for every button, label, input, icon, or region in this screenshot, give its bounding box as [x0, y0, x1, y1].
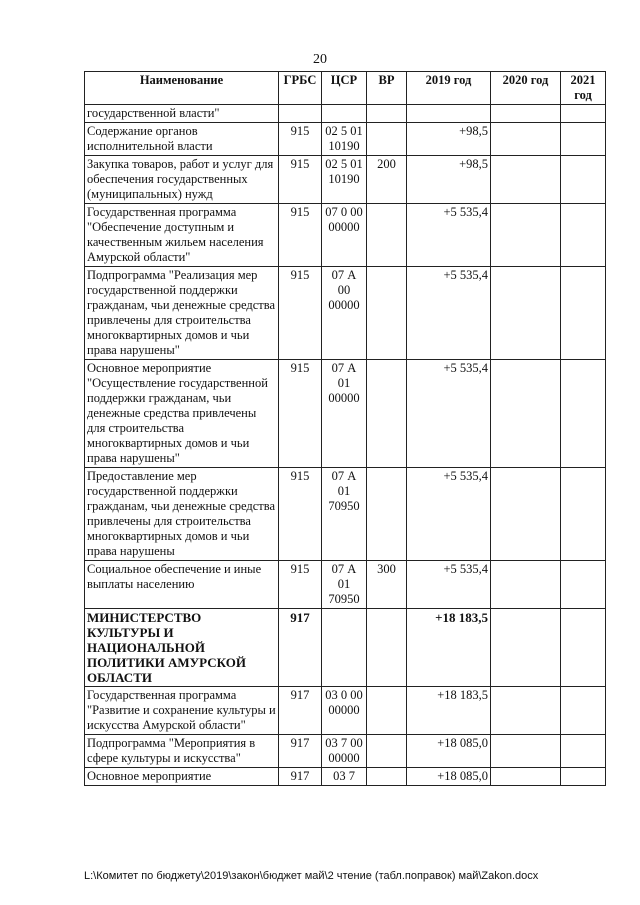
- cell-y2019: +18 085,0: [407, 768, 491, 786]
- cell-y2020: [491, 768, 561, 786]
- cell-name: государственной власти": [85, 105, 279, 123]
- table-row: [85, 561, 606, 609]
- table-row: [85, 105, 606, 123]
- cell-y2020: [491, 609, 561, 687]
- page-number: 20: [313, 52, 327, 67]
- cell-y2021: [561, 105, 606, 123]
- cell-grbs: 917: [279, 768, 322, 786]
- header-vr: ВР: [367, 72, 407, 105]
- cell-vr: [367, 123, 407, 156]
- cell-csr: 02 5 01 10190: [322, 123, 367, 156]
- cell-y2019: +5 535,4: [407, 561, 491, 609]
- cell-y2019: +98,5: [407, 123, 491, 156]
- cell-vr: [367, 468, 407, 561]
- cell-y2020: [491, 360, 561, 468]
- table-row: [85, 156, 606, 204]
- header-csr: ЦСР: [322, 72, 367, 105]
- cell-y2020: [491, 735, 561, 768]
- cell-y2019: +5 535,4: [407, 468, 491, 561]
- cell-y2019: +18 085,0: [407, 735, 491, 768]
- cell-y2019: +5 535,4: [407, 204, 491, 267]
- cell-vr: [367, 267, 407, 360]
- cell-name: Социальное обеспечение и иные выплаты населению: [85, 561, 279, 609]
- cell-y2020: [491, 123, 561, 156]
- cell-csr: 03 7: [322, 768, 367, 786]
- cell-csr: [322, 105, 367, 123]
- cell-grbs: [279, 105, 322, 123]
- table-row: [85, 687, 606, 735]
- cell-vr: [367, 687, 407, 735]
- cell-vr: [367, 609, 407, 687]
- cell-grbs: 917: [279, 687, 322, 735]
- table-row: [85, 609, 606, 687]
- cell-y2021: [561, 123, 606, 156]
- cell-y2021: [561, 735, 606, 768]
- table-row: [85, 360, 606, 468]
- cell-y2020: [491, 687, 561, 735]
- table-row: [85, 768, 606, 786]
- table-row: [85, 267, 606, 360]
- cell-name: Предоставление мер государственной поддержки гражданам, чьи денежные средства привлечены для строительства многоквартирных домов и чьи права нарушены: [85, 468, 279, 561]
- cell-y2019: +18 183,5: [407, 687, 491, 735]
- cell-vr: [367, 735, 407, 768]
- header-2020: 2020 год: [491, 72, 561, 105]
- cell-y2021: [561, 468, 606, 561]
- cell-csr: 07 А 01 70950: [322, 468, 367, 561]
- cell-y2021: [561, 561, 606, 609]
- cell-y2020: [491, 156, 561, 204]
- cell-grbs: 915: [279, 267, 322, 360]
- cell-y2020: [491, 561, 561, 609]
- cell-y2020: [491, 204, 561, 267]
- cell-csr: 07 0 00 00000: [322, 204, 367, 267]
- cell-y2019: +5 535,4: [407, 360, 491, 468]
- cell-csr: 03 0 00 00000: [322, 687, 367, 735]
- cell-name: Государственная программа "Обеспечение доступным и качественным жильем населения Амурской области": [85, 204, 279, 267]
- cell-grbs: 917: [279, 609, 322, 687]
- cell-name: Основное мероприятие "Осуществление государственной поддержки гражданам, чьи денежные средства привлечены для строительства многоквартирных домов и чьи права нарушены": [85, 360, 279, 468]
- cell-y2021: [561, 360, 606, 468]
- cell-y2021: [561, 609, 606, 687]
- cell-grbs: 915: [279, 360, 322, 468]
- cell-csr: 07 А 00 00000: [322, 267, 367, 360]
- cell-grbs: 915: [279, 468, 322, 561]
- cell-vr: 300: [367, 561, 407, 609]
- table-row: [85, 735, 606, 768]
- header-grbs: ГРБС: [279, 72, 322, 105]
- cell-csr: 02 5 01 10190: [322, 156, 367, 204]
- header-2019: 2019 год: [407, 72, 491, 105]
- cell-grbs: 915: [279, 123, 322, 156]
- document-file-path: L:\Комитет по бюджету\2019\закон\бюджет май\2 чтение (табл.поправок) май\Zakon.docx: [84, 870, 539, 882]
- cell-y2019: +98,5: [407, 156, 491, 204]
- cell-y2021: [561, 687, 606, 735]
- cell-name: Закупка товаров, работ и услуг для обеспечения государственных (муниципальных) нужд: [85, 156, 279, 204]
- cell-y2019: +18 183,5: [407, 609, 491, 687]
- table-row: [85, 123, 606, 156]
- cell-name: Государственная программа "Развитие и сохранение культуры и искусства Амурской области": [85, 687, 279, 735]
- cell-vr: [367, 360, 407, 468]
- cell-name: Содержание органов исполнительной власти: [85, 123, 279, 156]
- cell-vr: 200: [367, 156, 407, 204]
- budget-amendments-table: [84, 71, 606, 786]
- cell-name: Подпрограмма "Реализация мер государственной поддержки гражданам, чьи денежные средства привлечены для строительства многоквартирных домов и чьи права нарушены": [85, 267, 279, 360]
- cell-grbs: 915: [279, 156, 322, 204]
- cell-y2021: [561, 204, 606, 267]
- cell-grbs: 917: [279, 735, 322, 768]
- cell-grbs: 915: [279, 561, 322, 609]
- cell-vr: [367, 768, 407, 786]
- cell-name: Подпрограмма "Мероприятия в сфере культуры и искусства": [85, 735, 279, 768]
- table-row: [85, 204, 606, 267]
- cell-vr: [367, 105, 407, 123]
- cell-name: Основное мероприятие: [85, 768, 279, 786]
- cell-grbs: 915: [279, 204, 322, 267]
- header-2021: 2021 год: [561, 72, 606, 105]
- cell-name: МИНИСТЕРСТВО КУЛЬТУРЫ И НАЦИОНАЛЬНОЙ ПОЛИТИКИ АМУРСКОЙ ОБЛАСТИ: [85, 609, 279, 687]
- cell-y2021: [561, 156, 606, 204]
- cell-y2020: [491, 267, 561, 360]
- cell-y2020: [491, 468, 561, 561]
- cell-vr: [367, 204, 407, 267]
- table-header-row: [85, 72, 606, 105]
- cell-y2019: +5 535,4: [407, 267, 491, 360]
- cell-csr: 07 А 01 00000: [322, 360, 367, 468]
- cell-csr: [322, 609, 367, 687]
- cell-csr: 03 7 00 00000: [322, 735, 367, 768]
- cell-y2021: [561, 768, 606, 786]
- cell-y2019: [407, 105, 491, 123]
- cell-y2020: [491, 105, 561, 123]
- cell-csr: 07 А 01 70950: [322, 561, 367, 609]
- table-row: [85, 468, 606, 561]
- header-name: Наименование: [85, 72, 279, 105]
- cell-y2021: [561, 267, 606, 360]
